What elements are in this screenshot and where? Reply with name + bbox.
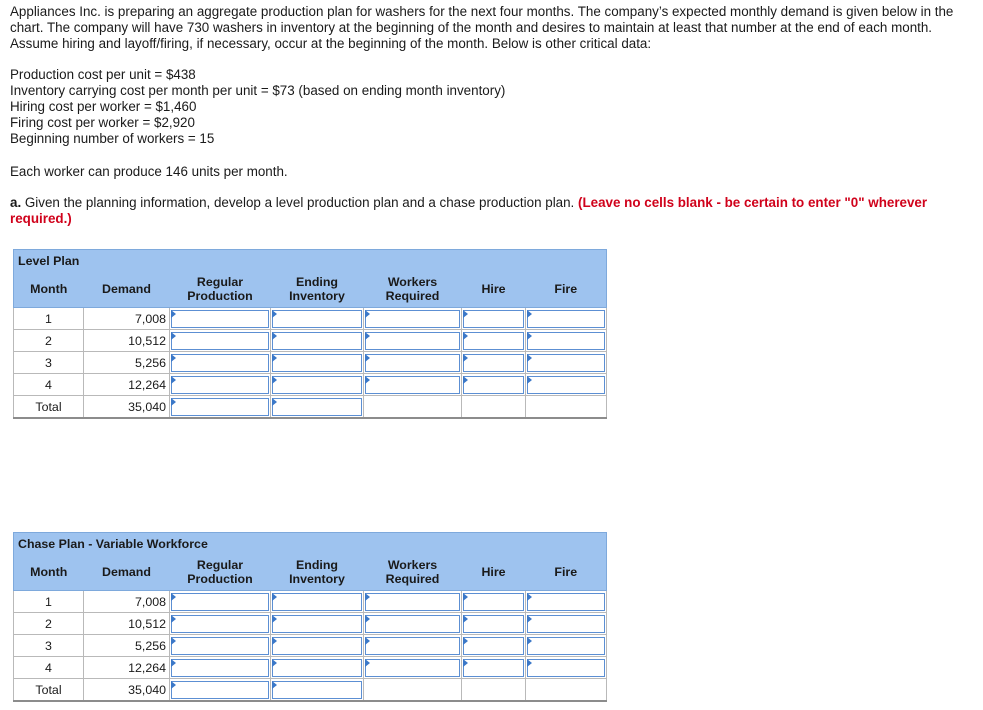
fire-input[interactable] (527, 354, 605, 372)
total-demand: 35,040 (84, 396, 170, 419)
header-fire: Fire (526, 554, 607, 591)
table-row (14, 591, 607, 613)
fire-input[interactable] (527, 332, 605, 350)
empty-cell (364, 679, 462, 702)
fire-input[interactable] (527, 615, 605, 633)
beginning-workers: Beginning number of workers = 15 (10, 131, 215, 146)
demand-cell: 10,512 (84, 613, 170, 635)
table-row (14, 657, 607, 679)
ending-inventory-input[interactable] (272, 659, 362, 677)
month-cell: 4 (14, 374, 84, 396)
workers-required-input[interactable] (365, 637, 460, 655)
table-row (14, 308, 607, 330)
workers-required-input[interactable] (365, 659, 460, 677)
table-row (14, 352, 607, 374)
question-letter: a. (10, 195, 22, 210)
table-row (14, 635, 607, 657)
total-regular-production-input[interactable] (171, 398, 269, 416)
ending-inventory-input[interactable] (272, 637, 362, 655)
empty-cell (462, 679, 526, 702)
header-ending-inventory: Ending Inventory (271, 554, 364, 591)
problem-intro: Appliances Inc. is preparing an aggregate production plan for washers for the next four months. The company’s expected monthly demand is given below in the chart. The company will have 730 washers in inventory at the beginning of the month and desires to maintain at least that number at the end of each month. Assume hiring and layoff/firing, if necessary, occur at the beginning of the month. Below is other critical data: (10, 4, 954, 51)
demand-cell: 12,264 (84, 374, 170, 396)
ending-inventory-input[interactable] (272, 376, 362, 394)
chase-plan-title: Chase Plan - Variable Workforce (14, 533, 607, 555)
total-label: Total (14, 679, 84, 702)
ending-inventory-input[interactable] (272, 354, 362, 372)
hire-input[interactable] (463, 593, 524, 611)
hire-input[interactable] (463, 332, 524, 350)
cost-list (10, 67, 505, 147)
ending-inventory-input[interactable] (272, 593, 362, 611)
header-ending-inventory: Ending Inventory (271, 271, 364, 308)
fire-input[interactable] (527, 310, 605, 328)
header-month: Month (14, 271, 84, 308)
empty-cell (364, 396, 462, 419)
workers-required-input[interactable] (365, 593, 460, 611)
header-hire: Hire (462, 554, 526, 591)
firing-cost: Firing cost per worker = $2,920 (10, 115, 195, 130)
month-cell: 2 (14, 613, 84, 635)
carrying-cost: Inventory carrying cost per month per unit = $73 (based on ending month inventory) (10, 83, 506, 98)
header-workers-required: Workers Required (364, 554, 462, 591)
hire-input[interactable] (463, 354, 524, 372)
fire-input[interactable] (527, 659, 605, 677)
demand-cell: 7,008 (84, 308, 170, 330)
demand-cell: 12,264 (84, 657, 170, 679)
workers-required-input[interactable] (365, 310, 460, 328)
total-regular-production-input[interactable] (171, 681, 269, 699)
production-cost: Production cost per unit = $438 (10, 67, 196, 82)
total-row (14, 396, 607, 419)
header-hire: Hire (462, 271, 526, 308)
fire-input[interactable] (527, 637, 605, 655)
regular-production-input[interactable] (171, 593, 269, 611)
ending-inventory-input[interactable] (272, 332, 362, 350)
header-workers-required: Workers Required (364, 271, 462, 308)
regular-production-input[interactable] (171, 615, 269, 633)
regular-production-input[interactable] (171, 637, 269, 655)
header-month: Month (14, 554, 84, 591)
header-regular-production: Regular Production (170, 554, 271, 591)
total-ending-inventory-input[interactable] (272, 398, 362, 416)
chase-plan-table (13, 532, 607, 702)
ending-inventory-input[interactable] (272, 310, 362, 328)
workers-required-input[interactable] (365, 615, 460, 633)
demand-cell: 5,256 (84, 352, 170, 374)
ending-inventory-input[interactable] (272, 615, 362, 633)
regular-production-input[interactable] (171, 332, 269, 350)
total-row (14, 679, 607, 702)
table-row (14, 374, 607, 396)
header-demand: Demand (84, 554, 170, 591)
month-cell: 2 (14, 330, 84, 352)
empty-cell (462, 396, 526, 419)
month-cell: 4 (14, 657, 84, 679)
total-demand: 35,040 (84, 679, 170, 702)
regular-production-input[interactable] (171, 310, 269, 328)
hire-input[interactable] (463, 376, 524, 394)
demand-cell: 5,256 (84, 635, 170, 657)
workers-required-input[interactable] (365, 354, 460, 372)
demand-cell: 10,512 (84, 330, 170, 352)
fire-input[interactable] (527, 593, 605, 611)
level-plan-table (13, 249, 607, 419)
total-label: Total (14, 396, 84, 419)
regular-production-input[interactable] (171, 354, 269, 372)
fire-input[interactable] (527, 376, 605, 394)
table-row (14, 613, 607, 635)
month-cell: 1 (14, 591, 84, 613)
hire-input[interactable] (463, 615, 524, 633)
question-prompt (10, 195, 975, 227)
hire-input[interactable] (463, 637, 524, 655)
empty-cell (526, 679, 607, 702)
month-cell: 3 (14, 635, 84, 657)
worker-capacity-note: Each worker can produce 146 units per month. (10, 164, 288, 179)
month-cell: 1 (14, 308, 84, 330)
workers-required-input[interactable] (365, 332, 460, 350)
demand-cell: 7,008 (84, 591, 170, 613)
question-required-note: (Leave no cells blank - be certain to enter "0" wherever required.) (10, 195, 928, 226)
empty-cell (526, 396, 607, 419)
header-demand: Demand (84, 271, 170, 308)
regular-production-input[interactable] (171, 659, 269, 677)
hire-input[interactable] (463, 659, 524, 677)
workers-required-input[interactable] (365, 376, 460, 394)
table-row (14, 330, 607, 352)
hiring-cost: Hiring cost per worker = $1,460 (10, 99, 197, 114)
header-regular-production: Regular Production (170, 271, 271, 308)
header-fire: Fire (526, 271, 607, 308)
question-text: Given the planning information, develop a level production plan and a chase production plan. (21, 195, 579, 210)
total-ending-inventory-input[interactable] (272, 681, 362, 699)
month-cell: 3 (14, 352, 84, 374)
hire-input[interactable] (463, 310, 524, 328)
regular-production-input[interactable] (171, 376, 269, 394)
level-plan-title: Level Plan (14, 250, 607, 272)
